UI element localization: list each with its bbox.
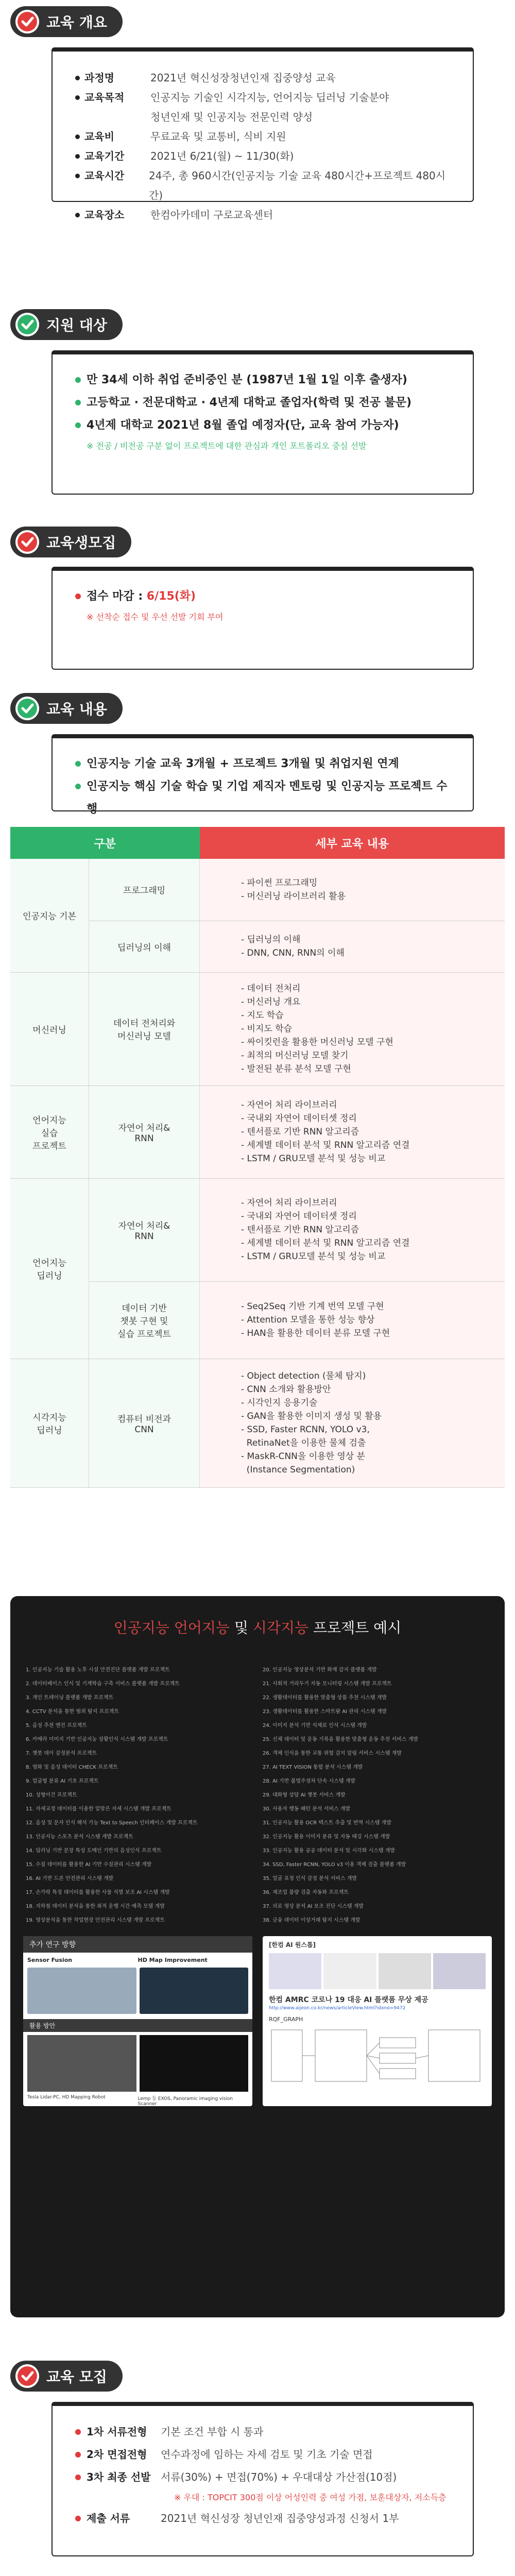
detail-item: - 텐서플로 기반 RNN 알고리즘	[241, 1127, 359, 1137]
project-list-item: 8. 영화 및 음성 데이터 CHECK 프로젝트	[26, 1765, 118, 1770]
project-list-item: 3. 개인 트레이닝 플랫폼 개발 프로젝트	[26, 1695, 114, 1701]
detail-item: - 머신러닝 라이브러리 활용	[241, 891, 346, 902]
detail-item: - 데이터 전처리	[241, 984, 301, 994]
project-list-item: 16. AI 기반 드론 안전관리 시스템 개발	[26, 1876, 114, 1882]
detail-item: - SSD, Faster RCNN, YOLO v3,	[241, 1425, 370, 1435]
project-list-item: 22. 생활데이터를 활용한 맞춤형 상품 추천 시스템 개발	[263, 1695, 387, 1701]
detail-item: - Object detection (물체 탐지)	[241, 1371, 366, 1381]
project-list-item: 27. AI TEXT VISION 통합 분석 시스템 개발	[263, 1765, 363, 1770]
section-header-content	[10, 693, 123, 724]
project-list-item: 24. 이미지 분석 기반 식재료 인식 시스템 개발	[263, 1723, 367, 1728]
project-list-item: 35. 얼굴 표정 인식 감정 분석 서비스 개발	[263, 1876, 357, 1882]
table-head-category: 구분	[10, 827, 200, 859]
category-cell: 인공지능 기본	[10, 859, 89, 972]
category-cell: 머신러닝	[10, 972, 89, 1086]
image-url: http://www.aijeon.co.kr/news/articleView.html?idxno=9472	[269, 2006, 406, 2011]
eligibility-box	[52, 350, 474, 495]
project-list-item: 12. 음성 및 문자 인식 해석 가능 Text to Speech 인터페이스 개발 프로젝트	[26, 1820, 198, 1826]
overview-key: 교육시간	[73, 166, 149, 205]
detail-item: - 최적의 머신러닝 모델 찾기	[241, 1050, 349, 1061]
content-item: 인공지능 기술 교육 3개월 + 프로젝트 3개월 및 취업지원 연계	[73, 753, 452, 775]
project-image-left	[23, 1936, 252, 2106]
project-showcase	[10, 1596, 505, 2317]
detail-item: - 세계별 데이터 분석 및 RNN 알고리즘 연결	[241, 1238, 410, 1248]
detail-item: - CNN 소개와 활용방안	[241, 1384, 331, 1395]
detail-cell	[200, 1178, 505, 1281]
image-caption: Sensor Fusion	[27, 1957, 73, 1963]
overview-value: 2021년 6/21(월) ~ 11/30(화)	[150, 150, 294, 162]
category-cell: 시각지능 딥러닝	[10, 1359, 89, 1487]
overview-row	[73, 107, 452, 127]
content-box	[52, 734, 474, 816]
table-row	[10, 1178, 505, 1281]
project-list-item: 30. 사용자 행동 패턴 분석 서비스 개발	[263, 1806, 351, 1812]
overview-row	[73, 68, 452, 88]
detail-cell	[200, 921, 505, 972]
deadline-label: 접수 마감 :	[87, 590, 147, 603]
selection-note: ※ 우대 : TOPCIT 300점 이상 어성인력 중 여성 가점, 보훈대상자, 저소득층	[174, 2493, 447, 2502]
section-title: 교육 모집	[46, 2368, 107, 2385]
overview-value: 2021년 혁신성장청년인재 집중양성 교육	[150, 72, 336, 84]
table-row	[10, 859, 505, 921]
project-list-item: 36. 제조업 불량 검출 자동화 프로젝트	[263, 1890, 349, 1895]
detail-cell	[200, 972, 505, 1086]
eligibility-item: 4년제 대학교 2021년 8월 졸업 예정자(단, 교육 참여 가능자)	[73, 414, 452, 437]
overview-key: 교육목적	[73, 88, 150, 107]
project-image-right	[263, 1936, 492, 2106]
table-row	[10, 1359, 505, 1487]
overview-box	[52, 47, 474, 221]
curriculum-table	[10, 827, 505, 1488]
check-icon	[15, 10, 39, 33]
deadline-value: 6/15(화)	[146, 590, 196, 603]
detail-cell	[200, 1281, 505, 1359]
detail-item: - 파이썬 프로그래밍	[241, 877, 318, 888]
check-icon	[15, 313, 39, 336]
project-list-item: 37. 의료 영상 분석 AI 보조 진단 시스템 개발	[263, 1904, 364, 1909]
project-list-item: 2. 데이터베이스 인식 및 기계학습 구축 서비스 플랫폼 개발 프로젝트	[26, 1681, 180, 1687]
selection-row: 1차 서류전형 기본 조건 부합 시 통과	[73, 2420, 452, 2443]
detail-item: - 지도 학습	[241, 1010, 284, 1021]
image-title: 추가 연구 방향	[23, 1936, 252, 1953]
detail-item: - 싸이킷런을 활용한 머신러닝 모델 구현	[241, 1037, 393, 1047]
photo	[140, 1968, 249, 2014]
project-list-item: 4. CCTV 분석을 통한 범죄 탐지 프로젝트	[26, 1709, 119, 1715]
detail-cell	[200, 1086, 505, 1178]
subcategory-cell: 프로그래밍	[89, 859, 200, 921]
image-title: [한컴 AI 원스톱]	[269, 1941, 316, 1948]
project-list-item: 15. 수질 데이터를 활용한 AI 기반 수질관리 시스템 개발	[26, 1862, 152, 1868]
detail-item: - 발전된 분류 분석 모델 구현	[241, 1064, 351, 1074]
detail-item: - MaskR-CNN을 이용한 영상 분	[241, 1451, 366, 1462]
photo	[27, 1968, 136, 2014]
detail-item: (Instance Segmentation)	[241, 1465, 355, 1475]
photo	[140, 2035, 249, 2092]
project-list-item: 9. 얼굴형 분류 AI 기초 프로젝트	[26, 1778, 99, 1784]
project-list-left	[26, 1663, 242, 1927]
recruit-box	[52, 567, 474, 670]
detail-item: - GAN을 활용한 이미지 생성 및 활용	[241, 1411, 382, 1421]
selection-row: 제출 서류 2021년 혁신성장 청년인재 집중양성과정 신청서 1부	[73, 2507, 452, 2530]
detail-item: - LSTM / GRU모델 분석 및 성능 비교	[241, 1251, 386, 1262]
image-caption: Tesla Lidar-PC, HD Mapping Robot	[27, 2095, 106, 2100]
project-list-item: 18. 지하철 데이터 분석을 통한 최적 운행 시간 예측 모델 개발	[26, 1904, 165, 1909]
overview-value: 한컴아카데미 구로교육센터	[150, 209, 273, 221]
image-caption: 한컴 AMRC 코로나 19 대응 AI 플랫폼 무상 제공	[269, 1996, 428, 2004]
section-header-recruit	[10, 527, 131, 557]
photo	[379, 1953, 431, 1989]
image-title: 활용 방안	[23, 2019, 252, 2032]
detail-item: - Seq2Seq 기반 기계 번역 모델 구현	[241, 1301, 384, 1312]
detail-cell	[200, 1359, 505, 1487]
overview-value: 청년인재 및 인공지능 전문인력 양성	[150, 111, 313, 123]
detail-item: - 국내외 자연어 데이터셋 정리	[241, 1113, 357, 1124]
project-list-item: 7. 챗봇 데이 감정분석 프로젝트	[26, 1751, 97, 1756]
section-title: 교육생모집	[46, 534, 116, 551]
selection-box	[52, 2402, 474, 2556]
project-list-item: 31. 인공지능 활용 OCR 텍스트 추출 및 번역 시스템 개발	[263, 1820, 391, 1826]
overview-value: 24주, 총 960시간(인공지능 기술 교육 480시간+프로젝트 480시간)	[148, 170, 446, 201]
project-list-item: 6. 카메라 이미지 기반 인공지능 상황인식 시스템 개발 프로젝트	[26, 1737, 168, 1742]
project-list-item: 5. 음성 추천 엔진 프로젝트	[26, 1723, 87, 1728]
section-title: 교육 개요	[46, 14, 107, 31]
overview-key: 교육기간	[73, 146, 150, 166]
detail-cell	[200, 859, 505, 921]
project-list-item: 23. 생활데이터를 활용한 스마트팜 AI 관리 시스템 개발	[263, 1709, 387, 1715]
subcategory-cell: 딥러닝의 이해	[89, 921, 200, 972]
project-list-item: 13. 인공지능 스포츠 분석 시스템 개발 프로젝트	[26, 1834, 133, 1840]
project-list-item: 20. 인공지능 영상분석 기반 화재 감지 플랫폼 개발	[263, 1667, 377, 1673]
table-row	[10, 1086, 505, 1178]
eligibility-item: 만 34세 이하 취업 준비중인 분 (1987년 1월 1일 이후 출생자)	[73, 369, 452, 392]
detail-item: - 자연어 처리 라이브러리	[241, 1198, 337, 1208]
subcategory-cell: 데이터 기반 챗봇 구현 및 실습 프로젝트	[89, 1281, 200, 1359]
photo	[433, 1953, 486, 1989]
detail-item: - LSTM / GRU모델 분석 및 성능 비교	[241, 1154, 386, 1164]
project-list-item: 25. 신체 데이터 및 운동 기록을 활용한 맞춤형 운동 추천 서비스 개발	[263, 1737, 419, 1742]
project-list-right	[263, 1663, 479, 1927]
image-caption: HD Map Improvement	[138, 1957, 208, 1963]
graph-diagram	[269, 2025, 485, 2087]
project-list-item: 38. 금융 데이터 이상거래 탐지 시스템 개발	[263, 1918, 360, 1923]
image-caption: RQF_GRAPH	[269, 2016, 303, 2023]
overview-row	[73, 205, 452, 225]
content-item: 인공지능 핵심 기술 학습 및 기업 제직자 멘토링 및 인공지능 프로젝트 수행	[73, 775, 452, 821]
section-title: 교육 내용	[46, 701, 107, 718]
detail-item: - 머신러닝 개요	[241, 997, 301, 1007]
check-icon	[15, 697, 39, 720]
project-list-item: 11. 자세교정 데이터를 이용한 알맞은 자세 시스템 개발 프로젝트	[26, 1806, 171, 1812]
project-list-item: 34. SSD, Faster RCNN, YOLO v3 이용 객체 검출 플랫폼 개발	[263, 1862, 406, 1868]
project-list-item: 28. AI 기반 불법주정차 단속 시스템 개발	[263, 1778, 356, 1784]
project-list-item: 33. 인공지능 활용 공공 데이터 분석 및 시각화 시스템 개발	[263, 1848, 396, 1854]
detail-item: - 자연어 처리 라이브러리	[241, 1100, 337, 1110]
check-icon	[15, 530, 39, 554]
table-row	[10, 972, 505, 1086]
project-list-item: 19. 영상분석을 통한 작업현장 안전관리 시스템 개발 프로젝트	[26, 1918, 165, 1923]
detail-item: - 비지도 학습	[241, 1024, 293, 1034]
project-list-item: 32. 인공지능 활용 이미지 분류 및 자동 태깅 시스템 개발	[263, 1834, 390, 1840]
detail-item: - 딥러닝의 이해	[241, 935, 301, 945]
detail-item: RetinaNet을 이용한 물체 검출	[241, 1438, 366, 1448]
project-list-item: 26. 객체 인식을 통한 교통 위험 감지 알림 서비스 시스템 개발	[263, 1751, 402, 1756]
overview-row	[73, 88, 452, 107]
selection-row: 3차 최종 선발 서류(30%) + 면접(70%) + 우대대상 가산점(10점)	[73, 2466, 452, 2488]
deadline	[73, 585, 452, 608]
eligibility-item: 고등학교 · 전문대학교 · 4년제 대학교 졸업자(학력 및 전공 불문)	[73, 392, 452, 414]
project-list-item: 29. 대화형 상담 AI 챗봇 서비스 개발	[263, 1792, 346, 1798]
detail-item: - 국내외 자연어 데이터셋 정리	[241, 1211, 357, 1222]
section-header-overview	[10, 6, 123, 37]
overview-key: 교육장소	[73, 205, 150, 225]
subcategory-cell: 데이터 전처리와 머신러닝 모델	[89, 972, 200, 1086]
subcategory-cell: 자연어 처리& RNN	[89, 1086, 200, 1178]
table-head-detail: 세부 교육 내용	[200, 827, 505, 859]
overview-row	[73, 166, 452, 205]
project-list-item: 1. 인공지능 기술 활용 노후 시설 안전진단 플랫폼 개발 프로젝트	[26, 1667, 170, 1673]
recruit-note: ※ 선착순 접수 및 우선 선발 기회 부여	[87, 612, 224, 622]
overview-row	[73, 127, 452, 146]
category-cell: 언어지능 실습 프로젝트	[10, 1086, 89, 1178]
project-list-item: 21. 사회적 거리두기 자동 모니터링 시스템 개발 프로젝트	[263, 1681, 392, 1687]
photo	[27, 2035, 136, 2092]
project-list-item: 10. 성형이건 프로젝트	[26, 1792, 77, 1798]
category-cell: 언어지능 딥러닝	[10, 1178, 89, 1359]
detail-item: - HAN을 활용한 데이터 분류 모델 구현	[241, 1328, 390, 1338]
subcategory-cell: 자연어 처리& RNN	[89, 1178, 200, 1281]
selection-row: 2차 면접전형 연수과정에 임하는 자세 검토 및 기초 기술 면접	[73, 2443, 452, 2466]
image-caption: Lemp 등 EXOS, Panoramic imaging vision Scanner	[138, 2096, 233, 2106]
section-header-selection	[10, 2361, 123, 2392]
overview-key: 과정명	[73, 68, 150, 88]
showcase-title: 인공지능 언어지능 및 시각지능 프로젝트 예시	[113, 1619, 402, 1636]
overview-value: 무료교육 및 교통비, 식비 지원	[150, 130, 286, 143]
overview-value: 인공지능 기술인 시각지능, 언어지능 딥러닝 기술분야	[150, 91, 389, 104]
detail-item: - 시각인지 응용기술	[241, 1398, 318, 1408]
detail-item: - DNN, CNN, RNN의 이해	[241, 948, 345, 958]
subcategory-cell: 컴퓨터 비전과 CNN	[89, 1359, 200, 1487]
detail-item: - 세계별 데이터 분석 및 RNN 알고리즘 연결	[241, 1140, 410, 1150]
overview-row	[73, 146, 452, 166]
eligibility-note: ※ 전공 / 비전공 구분 없이 프로젝트에 대한 관심과 개인 포트폴리오 중심 선발	[87, 441, 367, 451]
check-icon	[15, 2364, 39, 2388]
photo	[269, 1953, 321, 1989]
section-title: 지원 대상	[46, 317, 107, 334]
detail-item: - Attention 모델을 통한 성능 향상	[241, 1315, 375, 1325]
detail-item: - 텐서플로 기반 RNN 알고리즘	[241, 1225, 359, 1235]
project-list-item: 17. 손가락 특징 데이터를 활용한 사물 식별 보조 AI 시스템 개발	[26, 1890, 170, 1895]
overview-key: 교육비	[73, 127, 150, 146]
project-list-item: 14. 딥러닝 기반 문장 특성 도메인 기반의 음성인식 프로젝트	[26, 1848, 162, 1854]
section-header-eligibility	[10, 309, 123, 340]
photo	[323, 1953, 376, 1989]
